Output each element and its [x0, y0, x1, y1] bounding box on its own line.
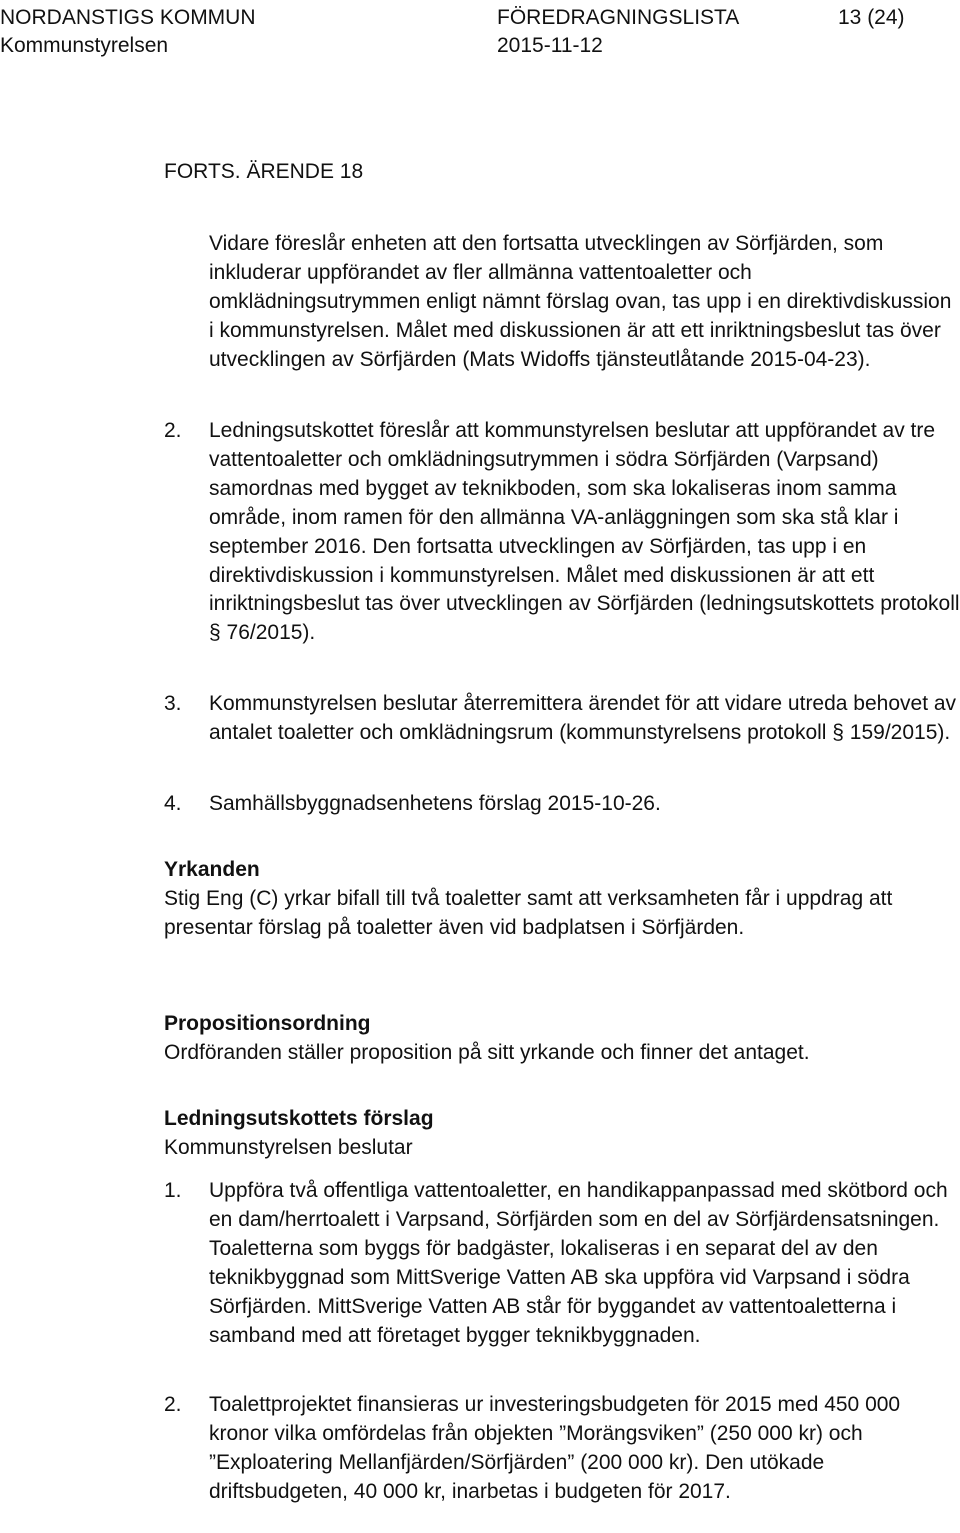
- propositionsordning-section: [164, 1010, 954, 1068]
- document-type: FÖREDRAGNINGSLISTA: [497, 6, 740, 29]
- history-item-2-number: 2.: [164, 419, 182, 442]
- propositionsordning-text: Ordföranden ställer proposition på sitt yrkande och finner det antaget.: [164, 1040, 810, 1064]
- yrkanden-heading: Yrkanden: [164, 858, 260, 881]
- propositionsordning-heading: Propositionsordning: [164, 1012, 371, 1035]
- yrkanden-section: [164, 856, 954, 943]
- history-item-4-text: Samhällsbyggnadsenhetens förslag 2015-10-26.: [209, 792, 661, 815]
- forslag-item-1-text: Uppföra två offentliga vattentoaletter, en handikappanpassad med skötbord och en dam/herrtoalett i Varpsand, Sörfjärden som en del av Sörfjärdensatsningen. Toaletterna som byggs för badgäster, lokaliseras i en separat del av den teknikbyggnad som MittSverige Vatten AB ska uppföra vid Varpsand i södra Sörfjärden. MittSverige Vatten AB står för byggandet av vattentoaletterna i samband med att företaget bygger teknikbyggnaden.: [209, 1179, 948, 1347]
- history-item-2-text: Ledningsutskottet föreslår att kommunstyrelsen beslutar att uppförandet av tre vattentoaletter och omklädningsutrymmen i södra Sörfjärden (Varpsand) samordnas med bygget av teknikboden, som ska lokaliseras inom samma område, inom ramen för den allmänna VA-anläggningen som ska stå klar i september 2016. Den fortsatta utvecklingen av Sörfjärden, tas upp i en direktivdiskussion i kommunstyrelsen. Målet med diskussionen är att ett inriktningsbeslut tas över utvecklingen av Sörfjärden (ledningsutskottets protokoll § 76/2015).: [209, 419, 960, 645]
- history-item-4-number: 4.: [164, 792, 182, 815]
- forslag-item-2-number: 2.: [164, 1393, 182, 1416]
- forslag-section: [164, 1105, 954, 1163]
- header-row-2: [0, 32, 960, 60]
- header-row-1: [0, 4, 960, 32]
- history-item-3-number: 3.: [164, 692, 182, 715]
- page-number: 13 (24): [838, 6, 905, 29]
- meeting-date: 2015-11-12: [497, 34, 603, 57]
- committee-name: Kommunstyrelsen: [0, 34, 169, 57]
- forslag-subheading: Kommunstyrelsen beslutar: [164, 1135, 413, 1159]
- yrkanden-text: Stig Eng (C) yrkar bifall till två toaletter samt att verksamheten får i uppdrag att presentar förslag på toaletter även vid badplatsen i Sörfjärden.: [164, 886, 893, 939]
- page-header: [0, 4, 960, 60]
- intro-paragraph: Vidare föreslår enheten att den fortsatta utvecklingen av Sörfjärden, som inkluderar uppförandet av fler allmänna vattentoaletter och omklädningsutrymmen enligt nämnt förslag ovan, tas upp i en direktivdiskussion i kommunstyrelsen. Målet med diskussionen är att ett inriktningsbeslut tas över utvecklingen av Sörfjärden (Mats Widoffs tjänsteutlåtande 2015-04-23).: [209, 232, 952, 371]
- forslag-item-2-text: Toalettprojektet finansieras ur investeringsbudgeten för 2015 med 450 000 kronor vilka omfördelas från objekten ”Morängsviken” (250 000 kr) och ”Exploatering Mellanfjärden/Sörfjärden” (200 000 kr). Den utökade driftsbudgeten, 40 000 kr, inarbetas i budgeten för 2017.: [209, 1393, 901, 1503]
- forslag-heading: Ledningsutskottets förslag: [164, 1107, 434, 1130]
- case-title: FORTS. ÄRENDE 18: [164, 160, 364, 183]
- history-item-3-text: Kommunstyrelsen beslutar återremittera ärendet för att vidare utreda behovet av antalet toaletter och omklädningsrum (kommunstyrelsens protokoll § 159/2015).: [209, 692, 957, 744]
- organization-name: NORDANSTIGS KOMMUN: [0, 6, 256, 29]
- forslag-item-1-number: 1.: [164, 1179, 182, 1202]
